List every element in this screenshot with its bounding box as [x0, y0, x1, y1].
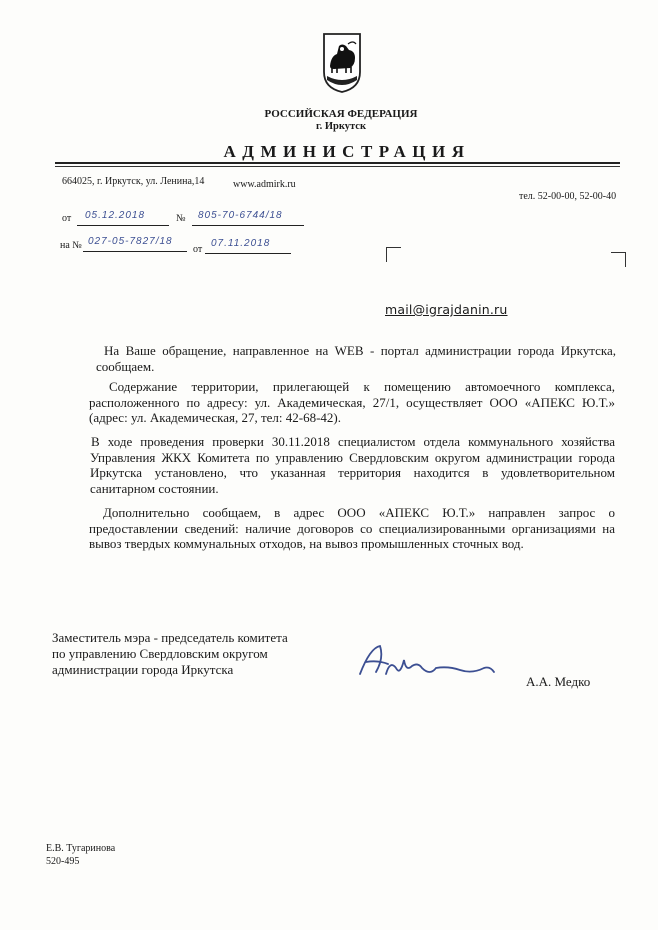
from-date-field [77, 212, 169, 226]
handwritten-signature-icon [352, 638, 502, 688]
signatory-position-line1: Заместитель мэра - председатель комитета [52, 630, 288, 645]
country-name: РОССИЙСКАЯ ФЕДЕРАЦИЯ [264, 108, 418, 120]
paragraph-maintenance: Содержание территории, прилегающей к помещению автомоечного комплекса, расположенного по адресу: ул. Академическая, 27/1, осуществляет ООО «АПЕКС Ю.Т.» (адрес: ул. Академическая, 27, тел: 42-68-42). [89, 379, 615, 425]
header-divider-thin [55, 166, 620, 167]
ref-number-field [83, 238, 187, 252]
irkutsk-coat-of-arms-icon [322, 32, 362, 94]
header-divider [55, 162, 620, 164]
executor-name: Е.В. Тугаринова [46, 843, 116, 854]
number-label: № [176, 213, 186, 224]
ref-number-label: на № [60, 240, 82, 251]
administration-title: АДМИНИСТРАЦИЯ [223, 142, 471, 161]
phone-numbers: тел. 52-00-00, 52-00-40 [519, 191, 617, 202]
postal-address: 664025, г. Иркутск, ул. Ленина,14 [62, 176, 205, 187]
ref-number: 027-05-7827/18 [88, 236, 173, 247]
number-field [192, 212, 304, 226]
signatory-position-line3: администрации города Иркутска [52, 662, 234, 677]
website-link[interactable]: www.admirk.ru [233, 179, 296, 190]
ref-date: 07.11.2018 [211, 238, 271, 249]
executor-phone: 520-495 [46, 856, 80, 867]
recipient-email[interactable]: mail@igrajdanin.ru [385, 302, 508, 317]
paragraph-inspection: В ходе проведения проверки 30.11.2018 специалистом отдела коммунального хозяйства Управления ЖКХ Комитета по управлению Свердловским округом администрации города Иркутска установлено, что указанная территория находится в удовлетворительном санитарном состоянии. [90, 434, 615, 496]
outgoing-number: 805-70-6744/18 [198, 210, 283, 221]
paragraph-appeal: На Ваше обращение, направленное на WEB - портал администрации города Иркутска, сообщаем. [96, 343, 616, 374]
paragraph-request: Дополнительно сообщаем, в адрес ООО «АПЕКС Ю.Т.» направлен запрос о предоставлении сведений: наличие договоров со специализированными организациями на вывоз твердых коммунальных отходов, на вывоз промышленных сточных вод. [89, 505, 615, 551]
address-corner-left [386, 247, 401, 262]
signatory-position-line2: по управлению Свердловским округом [52, 646, 268, 661]
address-corner-right [611, 252, 626, 267]
from-date: 05.12.2018 [85, 210, 146, 221]
from-label: от [62, 213, 72, 224]
ref-from-label: от [193, 244, 203, 255]
city-name: г. Иркутск [316, 121, 366, 132]
signatory-name: А.А. Медко [526, 674, 591, 689]
ref-date-field [205, 240, 291, 254]
